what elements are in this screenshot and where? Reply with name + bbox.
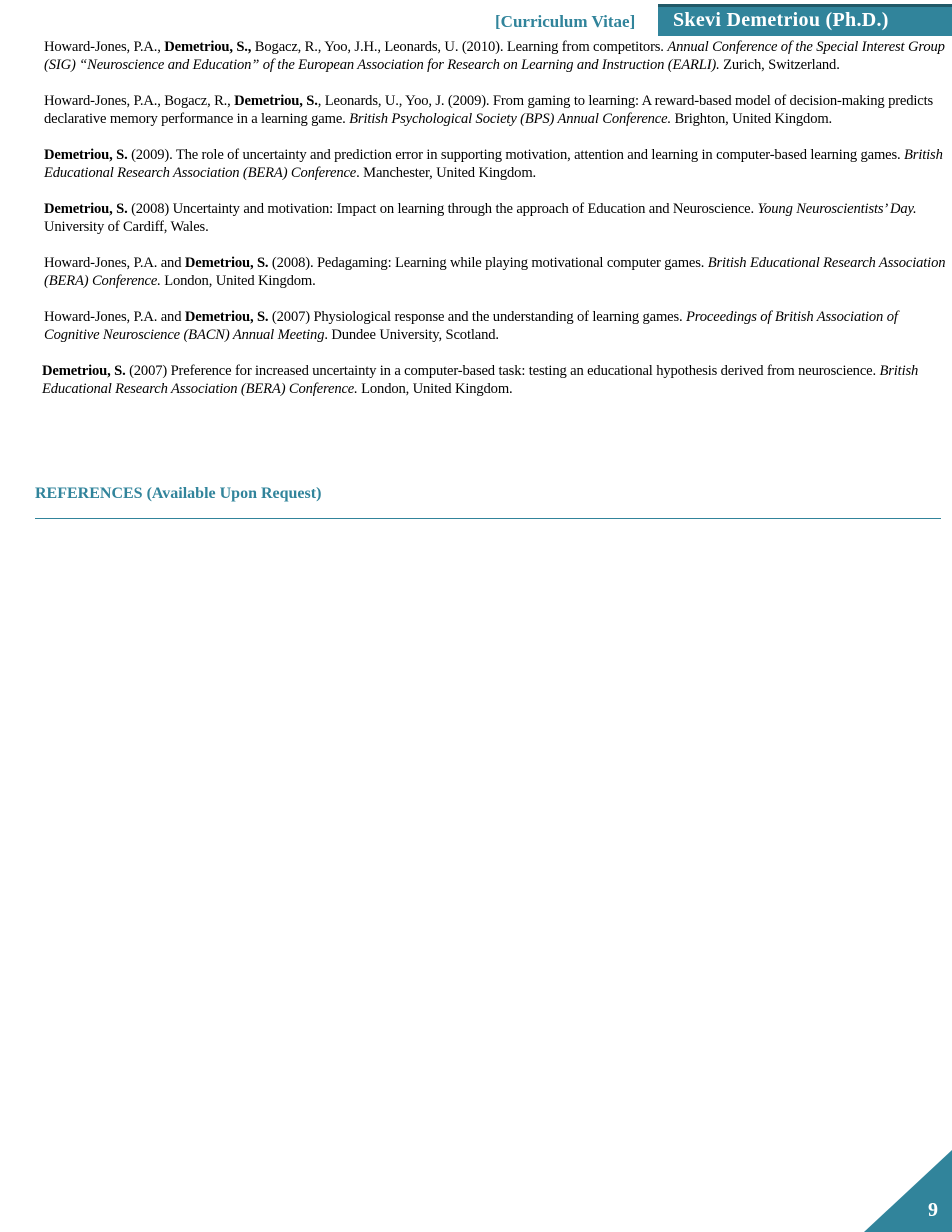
pub-author-highlight: Demetriou, S. — [42, 363, 126, 379]
pub-location: London, United Kingdom. — [357, 381, 513, 397]
page-number: 9 — [928, 1199, 938, 1221]
references-heading: REFERENCES (Available Upon Request) — [35, 485, 322, 502]
publication-entry — [44, 308, 950, 344]
publication-list — [44, 38, 950, 416]
pub-venue: Annual Conference of the Special Interest Group (SIG) “Neuroscience and Education” of the European Association for Research on Learning and Instruction (EARLI). — [44, 39, 945, 73]
page-corner-triangle — [864, 1150, 952, 1232]
author-name: Skevi Demetriou (Ph.D.) — [673, 9, 889, 31]
pub-location: London, United Kingdom. — [160, 273, 316, 289]
pub-author-highlight: Demetriou, S. — [234, 93, 318, 109]
pub-venue: British Educational Research Association (BERA) Conference — [44, 147, 943, 181]
publication-entry — [44, 38, 950, 74]
name-banner — [658, 4, 952, 36]
pub-venue: Young Neuroscientists’ Day. — [757, 201, 917, 217]
pub-location: . Manchester, United Kingdom. — [356, 165, 537, 181]
pub-author-highlight: Demetriou, S. — [44, 201, 128, 217]
cv-label: [Curriculum Vitae] — [495, 12, 636, 31]
pub-details: (2009). The role of uncertainty and prediction error in supporting motivation, attention and learning in computer-based learning games. — [127, 147, 905, 163]
pub-authors-pre: Howard-Jones, P.A. and — [44, 255, 185, 271]
pub-location: Brighton, United Kingdom. — [670, 111, 833, 127]
publication-entry — [42, 362, 950, 398]
pub-location: Zurich, Switzerland. — [719, 57, 840, 73]
publication-entry — [44, 92, 950, 128]
pub-authors-pre: Howard-Jones, P.A., Bogacz, R., — [44, 93, 235, 109]
publication-entry — [44, 254, 950, 290]
pub-details: (2008) Uncertainty and motivation: Impact on learning through the approach of Education and Neuroscience. — [127, 201, 758, 217]
section-divider — [35, 518, 941, 519]
pub-details: Bogacz, R., Yoo, J.H., Leonards, U. (2010). Learning from competitors. — [251, 39, 668, 55]
publication-entry — [44, 200, 950, 236]
pub-authors-pre: Howard-Jones, P.A., — [44, 39, 165, 55]
publication-entry — [44, 146, 950, 182]
pub-author-highlight: Demetriou, S., — [164, 39, 252, 55]
pub-details: (2008). Pedagaming: Learning while playing motivational computer games. — [268, 255, 708, 271]
pub-author-highlight: Demetriou, S. — [184, 309, 269, 325]
pub-authors-pre: Howard-Jones, P.A. and — [44, 309, 185, 325]
pub-venue: British Educational Research Association (BERA) Conference. — [42, 363, 919, 397]
pub-author-highlight: Demetriou, S. — [184, 255, 269, 271]
pub-details: (2007) Preference for increased uncertainty in a computer-based task: testing an educational hypothesis derived from neuroscience. — [125, 363, 880, 379]
pub-venue: Proceedings of British Association of Cognitive Neuroscience (BACN) Annual Meeting — [44, 309, 898, 343]
pub-location: . Dundee University, Scotland. — [324, 327, 499, 343]
pub-author-highlight: Demetriou, S. — [44, 147, 128, 163]
pub-details: (2007) Physiological response and the understanding of learning games. — [268, 309, 687, 325]
pub-location: University of Cardiff, Wales. — [44, 219, 209, 235]
pub-venue: British Psychological Society (BPS) Annual Conference. — [349, 111, 671, 127]
pub-venue: British Educational Research Association (BERA) Conference. — [44, 255, 946, 289]
pub-details: , Leonards, U., Yoo, J. (2009). From gaming to learning: A reward-based model of decision-making predicts declarative memory performance in a learning game. — [44, 93, 934, 127]
